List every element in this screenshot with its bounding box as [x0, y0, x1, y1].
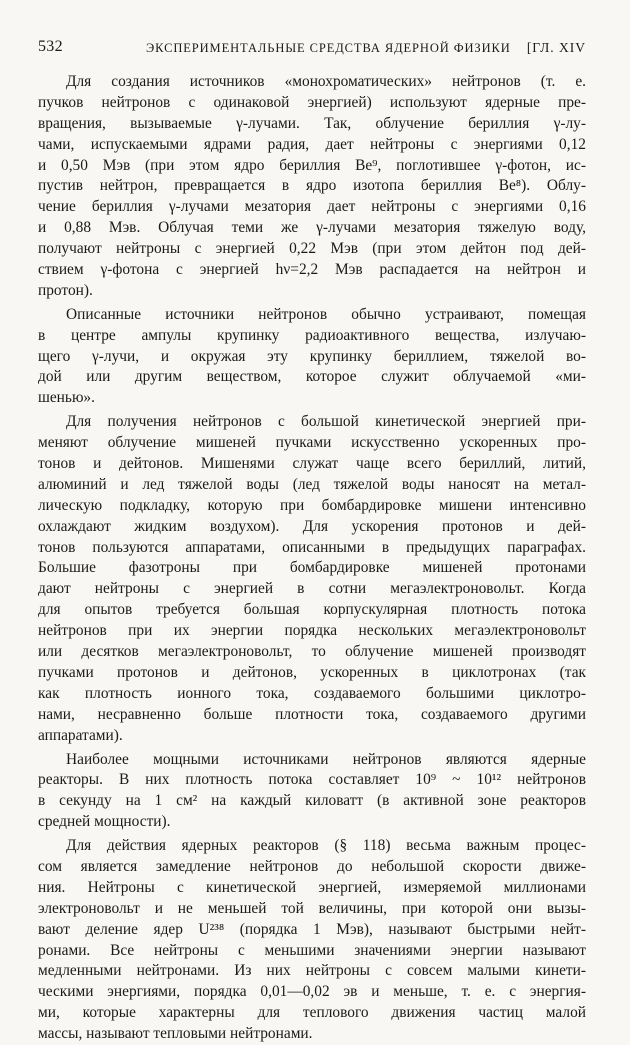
- text-line: дают нейтроны с энергией в сотни мегаэлектроновольт. Когда: [38, 580, 586, 598]
- paragraph: [38, 412, 586, 746]
- text-line: чами, испускаемыми ядрами радия, дает нейтроны с энергиями 0,12: [38, 135, 586, 153]
- paragraph: [38, 836, 586, 1045]
- text-line: нейтронов при их энергии порядка нескольких мегаэлектроновольт: [38, 622, 586, 640]
- text-line: и 0,88 Мэв. Облучая теми же γ-лучами мезатория тяжелую воду,: [38, 219, 586, 237]
- text-line: получают нейтроны с энергией 0,22 Мэв (при этом дейтон под дей-: [38, 240, 586, 258]
- text-line: вращения, вызываемые γ-лучами. Так, облучение бериллия γ-лу-: [38, 114, 586, 132]
- text-line: протон).: [38, 281, 93, 299]
- text-line: чение бериллия γ-лучами мезатория дает нейтроны с энергиями 0,16: [38, 198, 586, 216]
- text-line: как плотность ионного тока, создаваемого большими циклотро-: [38, 684, 586, 702]
- text-line: средней мощности).: [38, 813, 171, 831]
- text-line: сом является замедление нейтронов до небольшой скорости движе-: [38, 857, 586, 875]
- text-line: или десятков мегаэлектроновольт, то облучение мишеней производят: [38, 643, 586, 661]
- text-line: ронами. Все нейтроны с меньшими значениями энергии называют: [38, 941, 586, 959]
- text-line: пучками протонов и дейтонов, ускоренных в циклотронах (так: [38, 663, 586, 681]
- text-line: ния. Нейтроны с кинетической энергией, измеряемой миллионами: [38, 878, 586, 896]
- chapter-label: [ГЛ. XIV: [526, 40, 586, 55]
- text-line: медленными нейтронами. Из них нейтроны с совсем малыми кинети-: [38, 962, 586, 980]
- text-line: дой или другим веществом, которое служит облучаемой «ми-: [38, 368, 586, 386]
- text-line: в центре ампулы крупинку радиоактивного вещества, излучаю-: [38, 326, 586, 344]
- text-line: Большие фазотроны при бомбардировке мишеней протонами: [38, 559, 586, 577]
- paragraph: [38, 750, 586, 834]
- text-line: аппаратами).: [38, 726, 123, 744]
- text-line: охлаждают жидким воздухом). Для ускорения протонов и дей-: [38, 517, 586, 535]
- paragraph: [38, 72, 586, 302]
- running-title: ЭКСПЕРИМЕНТАЛЬНЫЕ СРЕДСТВА ЯДЕРНОЙ ФИЗИКИ: [146, 41, 511, 55]
- text-line: пучков нейтронов с одинаковой энергией) используют ядерные пре-: [38, 93, 586, 111]
- text-line: вают деление ядер U²³⁸ (порядка 1 Мэв), называют быстрыми нейт-: [38, 920, 586, 938]
- text-line: для опытов требуется большая корпускулярная плотность потока: [38, 601, 586, 619]
- text-line: Для создания источников «монохроматических» нейтронов (т. е.: [66, 73, 586, 90]
- text-line: Наиболее мощными источниками нейтронов являются ядерные: [66, 750, 586, 768]
- text-line: тонов пользуются аппаратами, описанными в предыдущих параграфах.: [38, 538, 586, 556]
- text-line: в секунду на 1 см² на каждый киловатт (в активной зоне реакторов: [38, 792, 586, 810]
- text-line: ческими энергиями, порядка 0,01—0,02 эв и меньше, т. е. с энергия-: [38, 983, 586, 1001]
- text-line: ми, которые характерны для теплового движения частиц малой: [38, 1004, 586, 1022]
- text-line: и 0,50 Мэв (при этом ядро бериллия Be⁹, поглотившее γ-фотон, ис-: [38, 156, 586, 174]
- text-line: шенью».: [38, 389, 95, 407]
- page-body: [38, 72, 586, 1045]
- text-line: лическую подкладку, которую при бомбардировке мишени интенсивно: [38, 496, 586, 514]
- page-header: [38, 38, 586, 60]
- text-line: реакторы. В них плотность потока составляет 10⁹ ~ 10¹² нейтронов: [38, 771, 586, 789]
- text-line: Для действия ядерных реакторов (§ 118) весьма важным процес-: [66, 837, 586, 855]
- text-line: ствием γ-фотона с энергией hν=2,2 Мэв распадается на нейтрон и: [38, 261, 586, 279]
- text-line: пустив нейтрон, превращается в ядро изотопа бериллия Be⁸). Облу-: [38, 177, 586, 195]
- page-number: 532: [38, 38, 63, 55]
- text-line: электроновольт и не меньшей той величины, при которой они вызы-: [38, 899, 586, 917]
- text-line: массы, называют тепловыми нейтронами.: [38, 1025, 313, 1043]
- text-line: щего γ-лучи, и окружая эту крупинку бериллием, тяжелой во-: [38, 347, 586, 365]
- text-line: Для получения нейтронов с большой кинетической энергией при-: [66, 413, 586, 431]
- text-line: меняют облучение мишеней пучками искусственно ускоренных про-: [38, 434, 586, 452]
- text-line: нами, несравненно больше плотности тока, создаваемого другими: [38, 705, 586, 723]
- text-line: алюминий и лед тяжелой воды (лед тяжелой воды наносят на метал-: [38, 475, 586, 493]
- paragraph: [38, 305, 586, 409]
- text-line: Описанные источники нейтронов обычно устраивают, помещая: [66, 305, 586, 323]
- text-line: тонов и дейтонов. Мишенями служат чаще всего бериллий, литий,: [38, 455, 586, 473]
